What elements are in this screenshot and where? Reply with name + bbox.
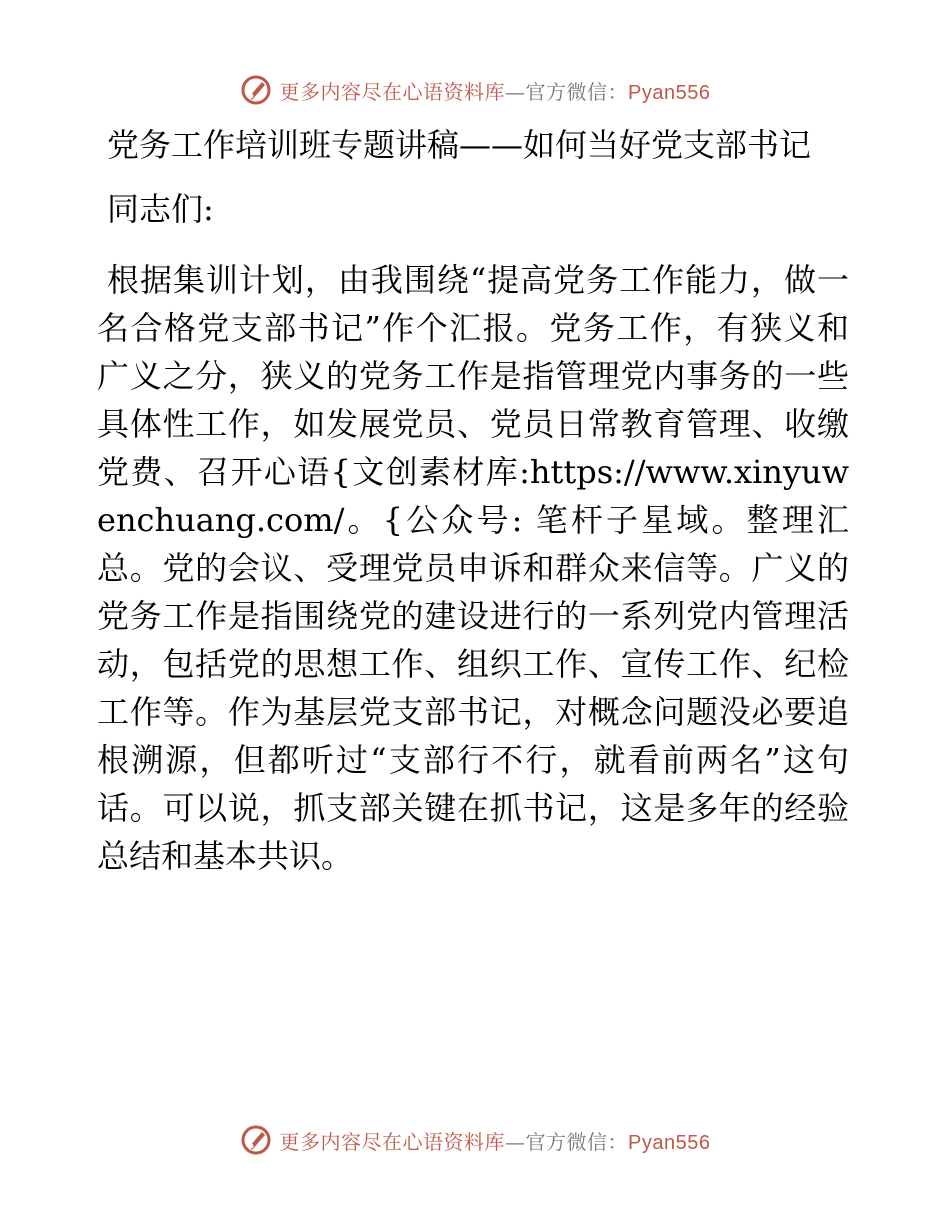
document-title: 党务工作培训班专题讲稿——如何当好党支部书记 xyxy=(107,126,812,164)
greeting: 同志们: xyxy=(107,190,214,228)
footer-watermark xyxy=(0,1120,950,1160)
body-paragraph: 根据集训计划，由我围绕“提高党务工作能力，做一名合格党支部书记”作个汇报。党务工作，有狭义和广义之分，狭义的党务工作是指管理党内事务的一些具体性工作，如发展党员、党员日常教育管理、收缴党费、召开心语{文创素材库:https://www.xinyuwenchuang.com/。{公众号: 笔杆子星域。整理汇总。党的会议、受理党员申诉和群众来信等。广义的党务工作是指围绕党的建设进行的一系列党内管理活动，包括党的思想工作、组织工作、宣传工作、纪检工作等。作为基层党支部书记，对概念问题没必要追根溯源，但都听过“支部行不行，就看前两名”这句话。可以说，抓支部关键在抓书记，这是多年的经验总结和基本共识。 xyxy=(97,261,849,875)
watermark-text: 更多内容尽在心语资料库—官方微信：Pyan556 xyxy=(279,1129,711,1154)
pen-logo-icon xyxy=(240,74,272,106)
pen-logo-icon xyxy=(240,1124,272,1156)
header-watermark xyxy=(0,70,950,110)
watermark-text: 更多内容尽在心语资料库—官方微信：Pyan556 xyxy=(279,79,711,104)
document-body xyxy=(97,122,849,880)
